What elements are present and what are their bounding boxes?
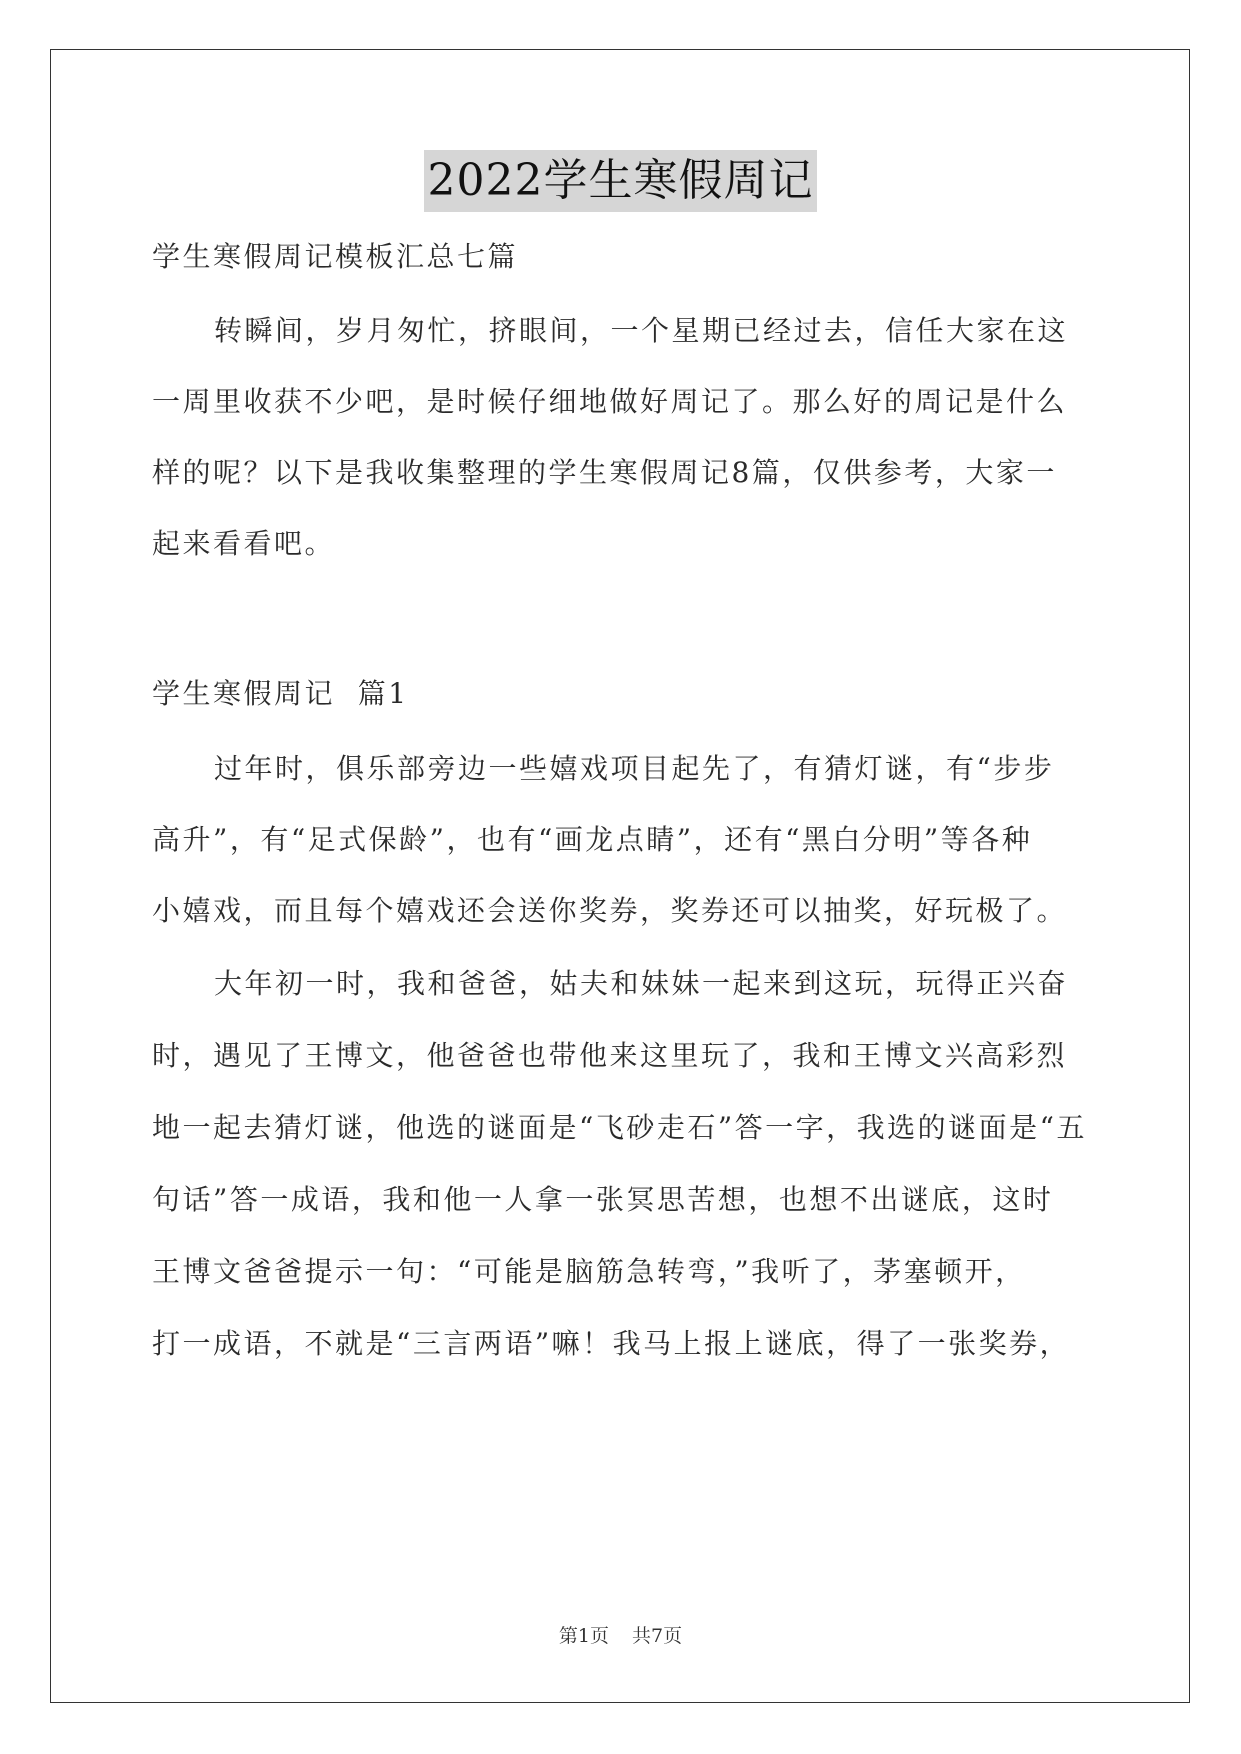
section-heading: 学生寒假周记 篇1	[152, 677, 409, 710]
paragraph-2	[152, 964, 1112, 1396]
subtitle-block	[152, 237, 1112, 277]
paragraph-line: 时，遇见了王博文，他爸爸也带他来这里玩了，我和王博文兴高彩烈	[152, 1039, 1068, 1072]
paragraph-line: 地一起去猜灯谜，他选的谜面是“飞砂走石”答一字，我选的谜面是“五	[152, 1111, 1087, 1144]
paragraph-line: 起来看看吧。	[152, 527, 336, 560]
paragraph-line: 大年初一时，我和爸爸，姑夫和妹妹一起来到这玩，玩得正兴奋	[214, 967, 1069, 1000]
section-heading-block	[152, 674, 1112, 714]
paragraph-line: 高升”，有“足式保龄”，也有“画龙点睛”，还有“黑白分明”等各种	[152, 823, 1033, 856]
paragraph-line: 转瞬间，岁月匆忙，挤眼间，一个星期已经过去，信任大家在这	[214, 314, 1069, 347]
paragraph-line: 样的呢？以下是我收集整理的学生寒假周记8篇，仅供参考，大家一	[152, 456, 1057, 489]
page-footer	[0, 1621, 1241, 1648]
title-container	[0, 150, 1241, 212]
paragraph-line: 王博文爸爸提示一句：“可能是脑筋急转弯，”我听了，茅塞顿开，	[152, 1255, 1026, 1288]
page-number: 第1页	[558, 1625, 609, 1647]
paragraph-line: 过年时，俱乐部旁边一些嬉戏项目起先了，有猜灯谜，有“步步	[214, 752, 1055, 785]
document-title: 2022学生寒假周记	[424, 150, 818, 212]
paragraph-line: 小嬉戏，而且每个嬉戏还会送你奖券，奖券还可以抽奖，好玩极了。	[152, 894, 1068, 927]
paragraph-1	[152, 749, 1112, 962]
document-subtitle: 学生寒假周记模板汇总七篇	[152, 240, 519, 273]
paragraph-line: 一周里收获不少吧，是时候仔细地做好周记了。那么好的周记是什么	[152, 385, 1068, 418]
page-total: 共7页	[632, 1625, 683, 1647]
paragraph-line: 打一成语，不就是“三言两语”嘛！我马上报上谜底，得了一张奖券，	[152, 1327, 1071, 1360]
intro-paragraph	[152, 311, 1112, 595]
paragraph-line: 句话”答一成语，我和他一人拿一张冥思苦想，也想不出谜底，这时	[152, 1183, 1054, 1216]
